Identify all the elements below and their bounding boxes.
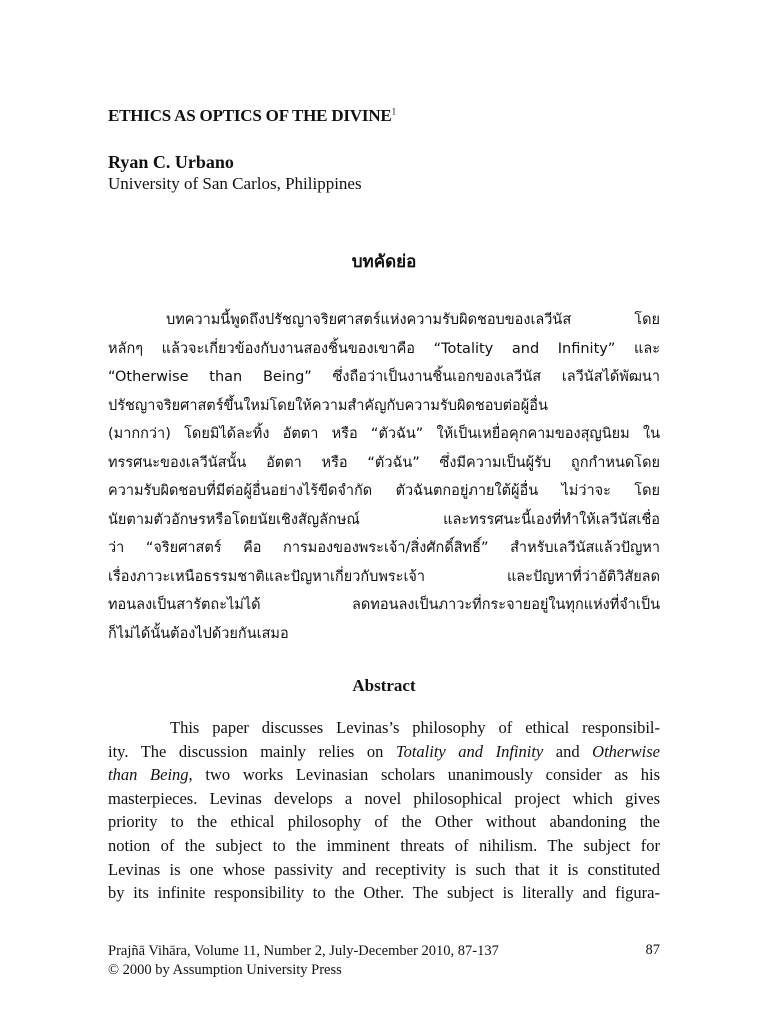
abstract-line <box>108 881 660 905</box>
abstract-line <box>108 763 660 787</box>
thai-abstract-line: บทความนี้พูดถึงปรัชญาจริยศาสตร์แห่งความรับผิดชอบของเลวีนัส โดย <box>166 312 660 328</box>
abstract-line <box>108 858 660 882</box>
thai-abstract-line: นัยตามตัวอักษรหรือโดยนัยเชิงสัญลักษณ์ และทรรศนะนี้เองที่ทำให้เลวีนัสเชื่อ <box>108 511 660 528</box>
page-number: 87 <box>645 942 660 958</box>
thai-abstract-line: ปรัชญาจริยศาสตร์ขึ้นใหม่โดยให้ความสำคัญกับความรับผิดชอบต่อผู้อื่น <box>108 397 548 414</box>
abstract-line <box>108 787 660 811</box>
copyright-notice: © 2000 by Assumption University Press <box>108 962 342 978</box>
italic-title-text: Otherwise <box>592 741 661 761</box>
abstract-text: , two works Levinasian scholars unanimously consider as his <box>188 765 660 785</box>
thai-abstract-line: ทอนลงเป็นสารัตถะไม่ได้ ลดทอนลงเป็นภาวะที่กระจายอยู่ในทุกแห่งที่จำเป็น <box>108 597 660 613</box>
italic-title-text: Totality and Infinity <box>395 741 544 761</box>
journal-citation: Prajñā Vihāra, Volume 11, Number 2, July-December 2010, 87-137 <box>108 943 499 959</box>
author-name: Ryan C. Urbano <box>108 152 234 172</box>
abstract-text: notion of the subject to the imminent threats of nihilism. The subject for <box>108 835 660 855</box>
abstract-heading: Abstract <box>352 676 416 695</box>
abstract-line <box>108 716 660 740</box>
abstract-body <box>108 716 660 905</box>
abstract-text: and <box>543 741 593 761</box>
thai-abstract-line: ความรับผิดชอบที่มีต่อผู้อื่นอย่างไร้ขีดจำกัด ตัวฉันตกอยู่ภายใต้ผู้อื่น ไม่ว่าจะ โดย <box>108 483 660 499</box>
thai-abstract-line: ทรรศนะของเลวีนัสนั้น อัตตา หรือ “ตัวฉัน” ซึ่งมีความเป็นผู้รับ ถูกกำหนดโดย <box>108 454 660 471</box>
author-affiliation: University of San Carlos, Philippines <box>108 174 362 193</box>
abstract-line <box>108 810 660 834</box>
article-title <box>108 106 396 126</box>
abstract-line <box>108 834 660 858</box>
thai-abstract-line: เรื่องภาวะเหนือธรรมชาติและปัญหาเกี่ยวกับพระเจ้า และปัญหาที่ว่าอัติวิสัยลด <box>108 568 660 585</box>
thai-abstract-line: ก็ไม่ได้นั้นต้องไปด้วยกันเสมอ <box>108 625 289 642</box>
thai-abstract-line: “Otherwise than Being” ซึ่งถือว่าเป็นงานชิ้นเอกของเลวีนัส เลวีนัสได้พัฒนา <box>108 369 660 385</box>
abstract-text: priority to the ethical philosophy of the Other without abandoning the <box>108 812 660 832</box>
abstract-text: masterpieces. Levinas develops a novel philosophical project which gives <box>108 788 660 808</box>
thai-abstract-line: ว่า “จริยศาสตร์ คือ การมองของพระเจ้า/สิ่งศักดิ์สิทธิ์” สำหรับเลวีนัสแล้วปัญหา <box>108 540 660 556</box>
abstract-text: by its infinite responsibility to the Other. The subject is literally and figura- <box>108 883 660 903</box>
thai-abstract-body <box>108 306 660 648</box>
italic-title-text: than Being <box>108 765 189 785</box>
footnote-marker: 1 <box>391 106 396 117</box>
abstract-line <box>108 740 660 764</box>
article-title-text: ETHICS AS OPTICS OF THE DIVINE <box>108 106 392 125</box>
abstract-text: Levinas is one whose passivity and receptivity is such that it is constituted <box>108 859 660 879</box>
thai-abstract-line: หลักๆ แล้วจะเกี่ยวข้องกับงานสองชิ้นของเขาคือ “Totality and Infinity” และ <box>108 340 660 357</box>
footer-citation <box>108 942 499 980</box>
abstract-text: ity. The discussion mainly relies on <box>108 741 396 761</box>
thai-abstract-line: (มากกว่า) โดยมิได้ละทิ้ง อัตตา หรือ “ตัวฉัน” ให้เป็นเหยื่อคุกคามของสุญนิยม ใน <box>108 426 660 442</box>
thai-abstract-heading: บทคัดย่อ <box>351 252 417 272</box>
abstract-text: This paper discusses Levinas’s philosophy of ethical responsibil- <box>170 718 660 737</box>
